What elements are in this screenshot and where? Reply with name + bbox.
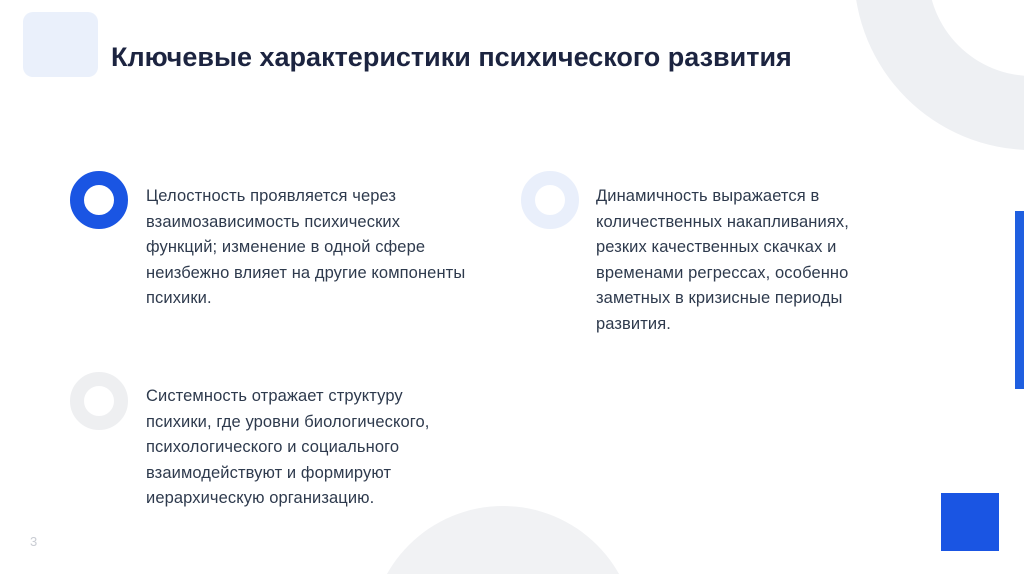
ring-icon (70, 171, 128, 229)
page-number: 3 (30, 534, 38, 549)
ring-icon (70, 372, 128, 430)
decorative-accent-square (941, 493, 999, 551)
item-integrity-text: Целостность проявляется через взаимозависимость психических функций; изменение в одной сфере неизбежно влияет на другие компоненты психики. (146, 187, 466, 308)
decorative-semicircle (370, 506, 636, 574)
item-dynamics-text: Динамичность выражается в количественных накапливаниях, резких качественных скачках и временами регрессах, особенно заметных в кризисные периоды развития. (596, 187, 849, 333)
decorative-accent-bar (1015, 211, 1024, 389)
item-systemic-text: Системность отражает структуру психики, где уровни биологического, психологического и социального взаимодействуют и формируют иерархическую организацию. (146, 387, 430, 508)
decorative-square (23, 12, 98, 77)
ring-icon (521, 171, 579, 229)
slide-title: Ключевые характеристики психического развития (111, 42, 792, 72)
